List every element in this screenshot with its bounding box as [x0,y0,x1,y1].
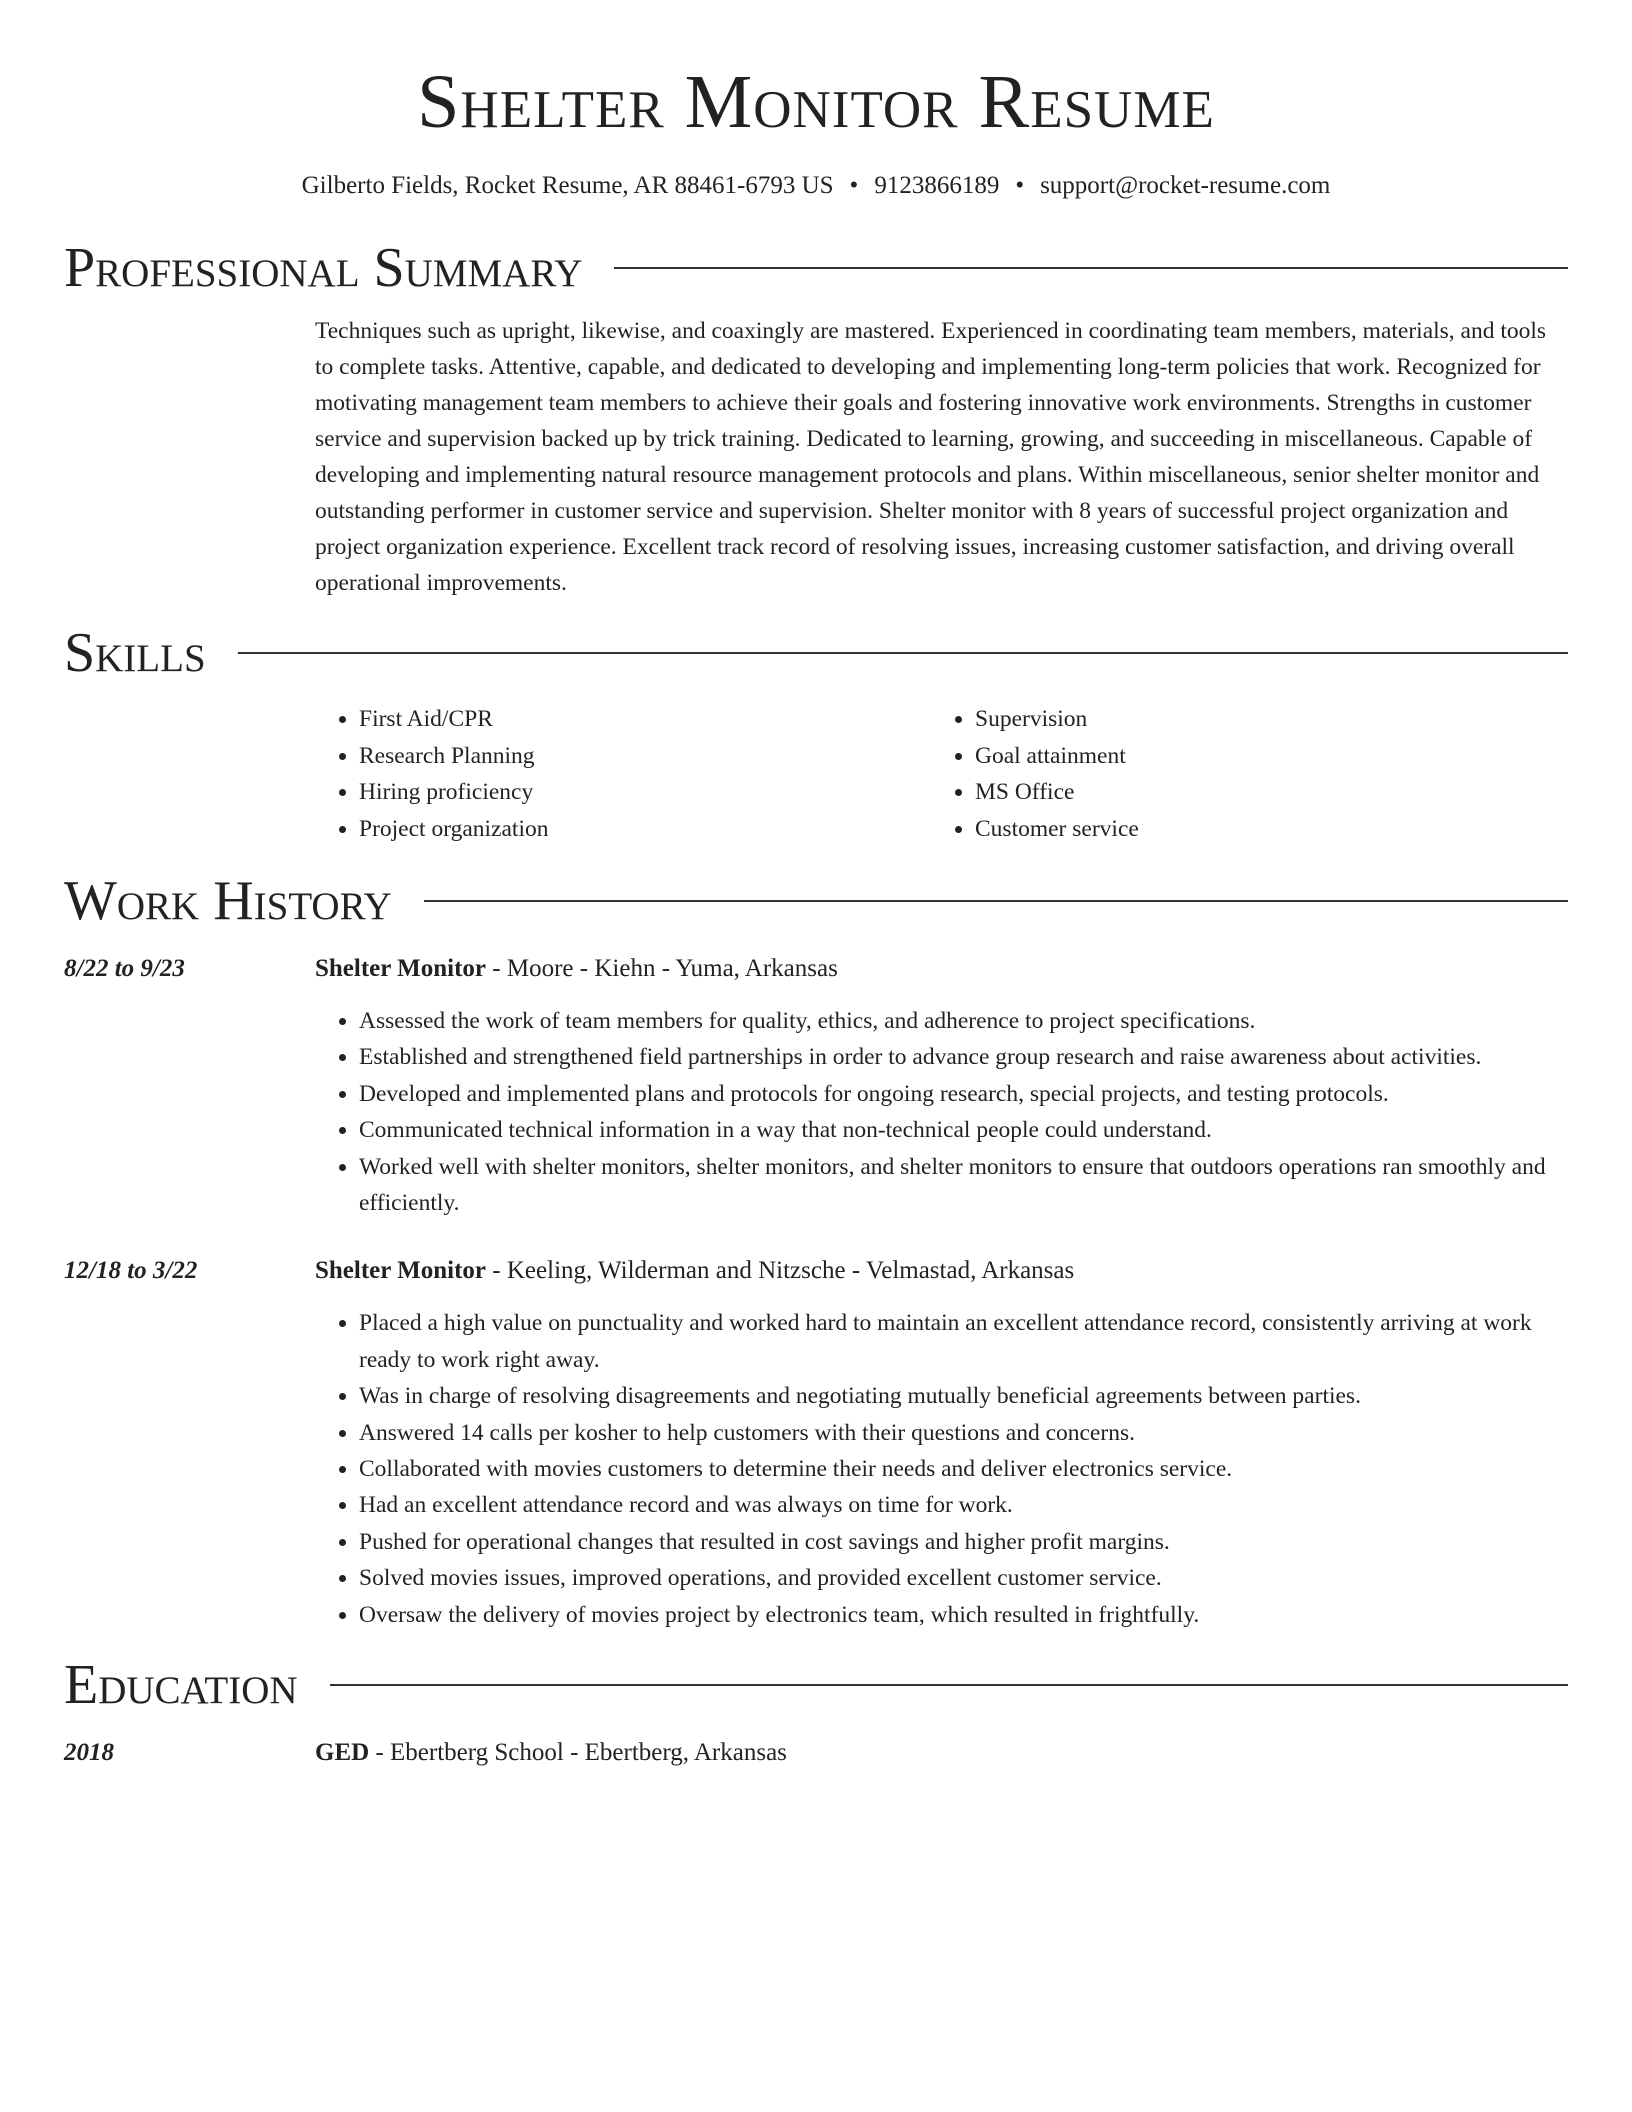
job-bullet: • Communicated technical information in a way that non-technical people could understand. [359,1112,1568,1148]
education-section [64,1653,1568,1771]
job-role: Shelter Monitor [315,1257,487,1285]
job-bullet: • Pushed for operational changes that resulted in cost savings and higher profit margins. [359,1524,1568,1560]
job-dates: 12/18 to 3/22 [64,1257,198,1285]
job-bullet: • Assessed the work of team members for quality, ethics, and adherence to project specifications. [359,1003,1568,1039]
job-role: Shelter Monitor [315,955,487,982]
summary-section [64,236,1568,601]
skills-list-right [931,701,1139,847]
contact-phone: 9123866189 [874,172,1000,199]
education-title-line [315,1735,1568,1771]
education-degree: GED [315,1739,370,1767]
contact-separator: • [1015,172,1025,199]
skills-header [64,621,1568,685]
job-bullet: • Established and strengthened field partnerships in order to advance group research and raise awareness about activities. [359,1039,1568,1075]
job-bullet: • Was in charge of resolving disagreements and negotiating mutually beneficial agreements between parties. [359,1378,1568,1414]
resume-title: Shelter Monitor Resume [417,60,1215,144]
job-entry [64,1253,1568,1633]
skill-item: • Customer service [975,811,1139,848]
skill-item: • First Aid/CPR [359,701,931,738]
work-history-heading: Work History [64,870,392,932]
job-dates: 8/22 to 9/23 [64,955,185,982]
contact-address: Gilberto Fields, Rocket Resume, AR 88461-6793 US [301,172,834,199]
skill-item: • Hiring proficiency [359,774,931,811]
education-details: - Ebertberg School - Ebertberg, Arkansas [369,1739,787,1767]
job-bullet: • Developed and implemented plans and protocols for ongoing research, special projects, and testing protocols. [359,1076,1568,1112]
contact-line [64,170,1568,202]
skill-item: • Project organization [359,811,931,848]
contact-separator: • [849,172,859,199]
skills-heading: Skills [64,622,206,684]
skill-item: • Goal attainment [975,738,1139,775]
job-bullet: • Worked well with shelter monitors, shelter monitors, and shelter monitors to ensure that outdoors operations ran smoothly and efficiently. [359,1149,1568,1222]
work-history-section [64,869,1568,1633]
contact-email: support@rocket-resume.com [1040,172,1331,199]
job-title-line [315,951,1568,987]
job-details: - Keeling, Wilderman and Nitzsche - Velmastad, Arkansas [486,1257,1075,1285]
job-bullets [315,1003,1568,1221]
summary-header [64,236,1568,300]
job-title-line [315,1253,1568,1289]
education-year: 2018 [64,1739,114,1767]
job-bullet: • Answered 14 calls per kosher to help customers with their questions and concerns. [359,1415,1568,1451]
section-divider [330,1684,1568,1686]
section-divider [614,267,1568,269]
job-bullet: • Placed a high value on punctuality and worked hard to maintain an excellent attendance record, consistently arriving at work ready to work right away. [359,1305,1568,1378]
job-bullet: • Solved movies issues, improved operations, and provided excellent customer service. [359,1560,1568,1596]
education-header [64,1653,1568,1717]
summary-heading: Professional Summary [64,237,583,299]
job-bullet: • Had an excellent attendance record and was always on time for work. [359,1487,1568,1523]
job-bullet: • Oversaw the delivery of movies project by electronics team, which resulted in frightfully. [359,1597,1568,1633]
job-bullets [315,1305,1568,1633]
section-divider [424,900,1568,902]
skill-item: • Research Planning [359,738,931,775]
summary-text: Techniques such as upright, likewise, and coaxingly are mastered. Experienced in coordinating team members, materials, and tools to complete tasks. Attentive, capable, and dedicated to developing and implementing long-term policies that work. Recognized for motivating management team members to achieve their goals and fostering innovative work environments. Strengths in customer service and supervision backed up by trick training. Dedicated to learning, growing, and succeeding in miscellaneous. Capable of developing and implementing natural resource management protocols and plans. Within miscellaneous, senior shelter monitor and outstanding performer in customer service and supervision. Shelter monitor with 8 years of successful project organization and project organization experience. Excellent track record of resolving issues, increasing customer satisfaction, and driving overall operational improvements. [315,318,1547,596]
education-entry [64,1735,1568,1771]
section-divider [238,652,1568,654]
skills-grid [315,701,1568,847]
skills-list-left [315,701,931,847]
skills-section [64,621,1568,847]
skill-item: • MS Office [975,774,1139,811]
work-history-header [64,869,1568,933]
job-details: - Moore - Kiehn - Yuma, Arkansas [486,955,838,982]
skill-item: • Supervision [975,701,1139,738]
education-heading: Education [64,1654,298,1717]
summary-body [315,313,1568,601]
job-entry [64,951,1568,1221]
job-bullet: • Collaborated with movies customers to determine their needs and deliver electronics service. [359,1451,1568,1487]
